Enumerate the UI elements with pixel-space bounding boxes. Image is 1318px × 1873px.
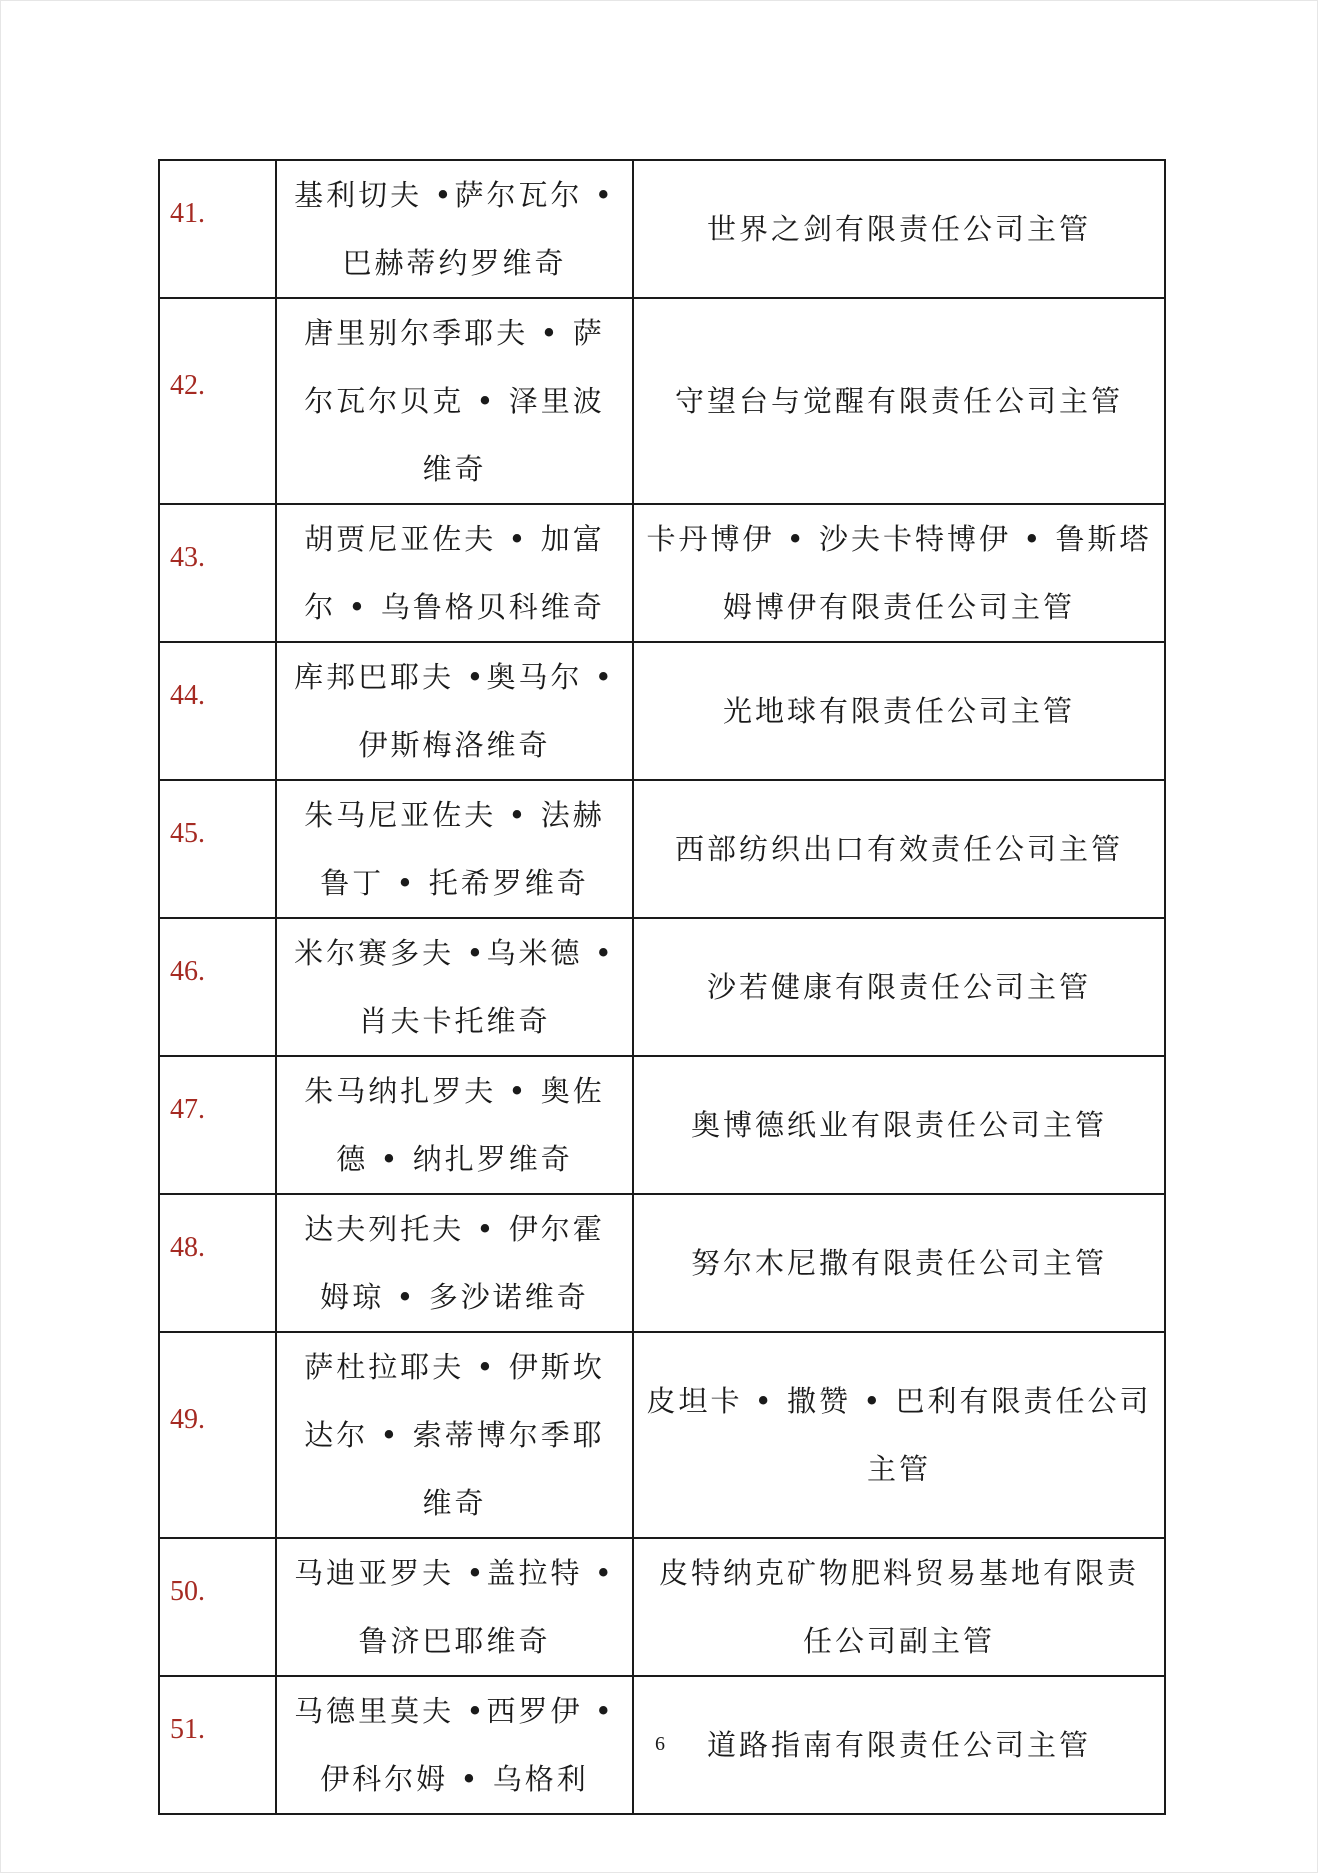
- person-name: 萨杜拉耶夫 • 伊斯坎达尔 • 索蒂博尔季耶维奇: [304, 1350, 605, 1520]
- row-number-cell: [159, 298, 276, 504]
- position-cell: [633, 1056, 1165, 1194]
- person-name: 唐里别尔季耶夫 • 萨尔瓦尔贝克 • 泽里波维奇: [304, 316, 605, 486]
- table-row: [159, 160, 1165, 298]
- table-row: [159, 780, 1165, 918]
- name-cell: [276, 642, 633, 780]
- person-name: 朱马尼亚佐夫 • 法赫鲁丁 • 托希罗维奇: [304, 798, 605, 900]
- row-number-cell: [159, 1056, 276, 1194]
- job-position: 西部纺织出口有效责任公司主管: [674, 832, 1123, 866]
- name-cell: [276, 504, 633, 642]
- person-name: 库邦巴耶夫 •奥马尔 •伊斯梅洛维奇: [294, 660, 615, 762]
- row-number: 51.: [170, 1714, 205, 1745]
- row-number-cell: [159, 504, 276, 642]
- name-cell: [276, 1194, 633, 1332]
- row-number: 45.: [170, 818, 205, 849]
- table-row: [159, 1332, 1165, 1538]
- person-name: 基利切夫 •萨尔瓦尔 •巴赫蒂约罗维奇: [294, 178, 615, 280]
- row-number: 46.: [170, 956, 205, 987]
- row-number-cell: [159, 1538, 276, 1676]
- row-number: 44.: [170, 680, 205, 711]
- row-number: 50.: [170, 1576, 205, 1607]
- person-name: 马德里莫夫 •西罗伊 •伊科尔姆 • 乌格利: [294, 1694, 615, 1796]
- table-row: [159, 298, 1165, 504]
- table-row: [159, 642, 1165, 780]
- person-name: 米尔赛多夫 •乌米德 •肖夫卡托维奇: [294, 936, 615, 1038]
- position-cell: [633, 1332, 1165, 1538]
- row-number: 48.: [170, 1232, 205, 1263]
- name-cell: [276, 780, 633, 918]
- position-cell: [633, 1538, 1165, 1676]
- job-position: 皮坦卡 • 撒赞 • 巴利有限责任公司主管: [646, 1384, 1152, 1486]
- position-cell: [633, 1194, 1165, 1332]
- row-number: 43.: [170, 542, 205, 573]
- job-position: 奥博德纸业有限责任公司主管: [690, 1108, 1107, 1142]
- person-name: 达夫列托夫 • 伊尔霍姆琼 • 多沙诺维奇: [304, 1212, 605, 1314]
- position-cell: [633, 298, 1165, 504]
- table-row: [159, 1538, 1165, 1676]
- name-cell: [276, 1332, 633, 1538]
- page-number: 6: [655, 1733, 665, 1755]
- personnel-table: [158, 159, 1166, 1815]
- job-position: 道路指南有限责任公司主管: [706, 1728, 1091, 1762]
- row-number-cell: [159, 918, 276, 1056]
- table-row: [159, 504, 1165, 642]
- position-cell: [633, 642, 1165, 780]
- table-row: [159, 1194, 1165, 1332]
- row-number-cell: [159, 642, 276, 780]
- row-number: 41.: [170, 198, 205, 229]
- person-name: 马迪亚罗夫 •盖拉特 •鲁济巴耶维奇: [294, 1556, 615, 1658]
- name-cell: [276, 1056, 633, 1194]
- name-cell: [276, 160, 633, 298]
- name-cell: [276, 1538, 633, 1676]
- row-number: 42.: [170, 370, 205, 401]
- job-position: 世界之剑有限责任公司主管: [706, 212, 1091, 246]
- row-number-cell: [159, 1332, 276, 1538]
- job-position: 努尔木尼撒有限责任公司主管: [690, 1246, 1107, 1280]
- job-position: 卡丹博伊 • 沙夫卡特博伊 • 鲁斯塔姆博伊有限责任公司主管: [646, 522, 1152, 624]
- table-row: [159, 918, 1165, 1056]
- person-name: 胡贾尼亚佐夫 • 加富尔 • 乌鲁格贝科维奇: [304, 522, 605, 624]
- name-cell: [276, 298, 633, 504]
- row-number-cell: [159, 780, 276, 918]
- table-row: [159, 1056, 1165, 1194]
- name-cell: [276, 918, 633, 1056]
- job-position: 沙若健康有限责任公司主管: [706, 970, 1091, 1004]
- person-name: 朱马纳扎罗夫 • 奥佐德 • 纳扎罗维奇: [304, 1074, 605, 1176]
- job-position: 光地球有限责任公司主管: [722, 694, 1075, 728]
- row-number: 47.: [170, 1094, 205, 1125]
- position-cell: [633, 504, 1165, 642]
- job-position: 守望台与觉醒有限责任公司主管: [674, 384, 1123, 418]
- position-cell: [633, 780, 1165, 918]
- position-cell: [633, 160, 1165, 298]
- row-number-cell: [159, 1194, 276, 1332]
- position-cell: [633, 918, 1165, 1056]
- job-position: 皮特纳克矿物肥料贸易基地有限责任公司副主管: [658, 1556, 1139, 1658]
- row-number: 49.: [170, 1404, 205, 1435]
- row-number-cell: [159, 160, 276, 298]
